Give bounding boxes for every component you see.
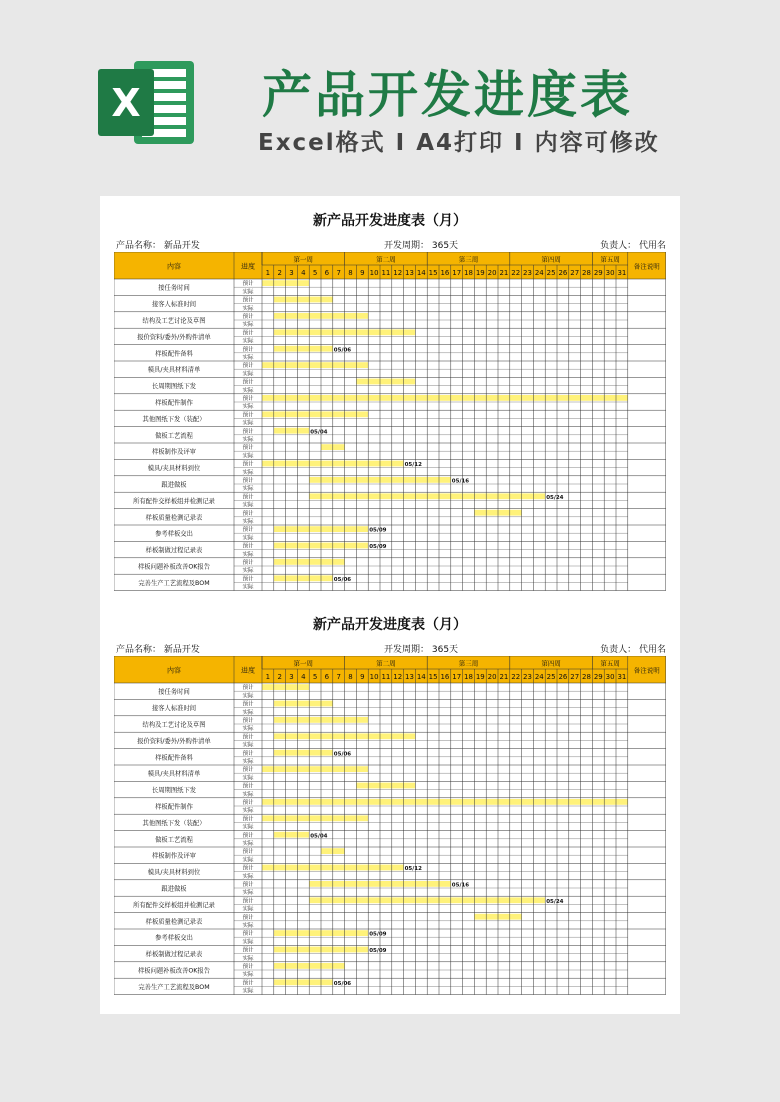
plan-label: 预计 [242, 849, 254, 856]
task-name: 样板问题补板改善OK报告 [137, 967, 211, 975]
day-label: 18 [464, 269, 473, 277]
plan-label: 预计 [242, 494, 254, 501]
gantt-bar [262, 799, 628, 805]
bar-end-date: 05/16 [451, 478, 470, 485]
gantt-bar [274, 832, 309, 838]
bar-end-date: 05/12 [404, 462, 422, 469]
day-label: 31 [617, 673, 627, 681]
day-label: 27 [570, 269, 580, 277]
task-name: 样板制作及评审 [151, 448, 197, 456]
task-name: 长周期图纸下发 [151, 383, 197, 391]
day-label: 13 [405, 673, 414, 681]
gantt-bar [262, 362, 368, 368]
day-label: 22 [511, 673, 521, 681]
actual-label: 实际 [242, 808, 254, 815]
day-label: 30 [605, 269, 615, 277]
gantt-bar [356, 379, 415, 385]
gantt-table [114, 656, 666, 1000]
col-note-header: 备注说明 [633, 666, 660, 675]
task-name: 参考样板交出 [155, 530, 193, 538]
plan-label: 预计 [242, 964, 254, 970]
day-label: 15 [428, 269, 438, 277]
day-label: 5 [312, 673, 318, 681]
actual-label: 实际 [242, 437, 254, 443]
week-label: 第四周 [541, 255, 561, 264]
day-label: 8 [348, 269, 353, 277]
day-label: 20 [487, 269, 497, 277]
day-label: 4 [301, 673, 306, 681]
actual-label: 实际 [242, 857, 254, 864]
gantt-bar [274, 346, 333, 352]
gantt-bar [262, 395, 628, 401]
task-name: 结构及工艺讨论及草图 [142, 721, 206, 729]
day-label: 16 [440, 673, 450, 681]
actual-label: 实际 [242, 841, 254, 847]
logo-letter: X [111, 81, 141, 125]
task-name: 跟进做板 [161, 481, 187, 489]
plan-label: 预计 [242, 346, 254, 353]
plan-label: 预计 [242, 461, 254, 468]
actual-label: 实际 [242, 568, 254, 575]
actual-label: 实际 [242, 759, 254, 765]
plan-label: 预计 [242, 816, 254, 823]
excel-logo-icon [96, 55, 196, 150]
day-label: 7 [336, 269, 341, 277]
day-label: 10 [369, 673, 379, 681]
day-label: 18 [464, 673, 473, 681]
gantt-bar [262, 815, 368, 821]
bar-end-date: 05/06 [333, 751, 352, 758]
plan-label: 预计 [242, 783, 254, 790]
plan-label: 预计 [242, 832, 254, 839]
task-name: 做板工艺流程 [155, 836, 193, 844]
gantt-bar [274, 575, 333, 581]
actual-label: 实际 [242, 824, 254, 831]
day-label: 6 [324, 269, 330, 277]
col-progress-header: 进度 [241, 666, 255, 675]
task-name: 报价资料/委外/外购件清单 [137, 333, 211, 341]
task-name: 结构及工艺讨论及草图 [142, 317, 206, 325]
actual-label: 实际 [242, 535, 254, 542]
plan-label: 预计 [242, 800, 254, 806]
gantt-bar [274, 750, 333, 756]
day-label: 29 [593, 673, 603, 681]
actual-label: 实际 [242, 972, 254, 979]
day-label: 25 [546, 673, 556, 681]
actual-label: 实际 [242, 742, 254, 749]
day-label: 17 [452, 673, 462, 681]
actual-label: 实际 [242, 355, 254, 361]
task-name: 跟进做板 [161, 885, 187, 893]
col-progress-header: 进度 [241, 262, 255, 271]
task-name: 模具/夹具材料到位 [147, 465, 201, 473]
plan-label: 预计 [242, 560, 254, 566]
day-label: 19 [475, 269, 485, 277]
actual-label: 实际 [242, 775, 254, 782]
gantt-bar [274, 297, 333, 303]
actual-label: 实际 [242, 420, 254, 427]
week-label: 第二周 [376, 255, 396, 264]
task-name: 接客人标准时间 [151, 705, 197, 713]
day-label: 22 [511, 269, 521, 277]
bar-end-date: 05/09 [369, 931, 387, 938]
bar-end-date: 05/06 [333, 980, 352, 987]
actual-label: 实际 [242, 939, 254, 946]
task-name: 样板配件备料 [155, 754, 193, 762]
promo-header [0, 0, 780, 190]
plan-label: 预计 [242, 718, 254, 724]
plan-label: 预计 [242, 412, 254, 419]
day-label: 2 [277, 269, 282, 277]
actual-label: 实际 [242, 693, 254, 700]
page-subtitle: Excel格式 I A4打印 I 内容可修改 [258, 130, 660, 156]
spreadsheet-page [100, 196, 680, 1014]
day-label: 20 [487, 673, 497, 681]
week-label: 第一周 [293, 255, 314, 264]
day-label: 31 [617, 269, 627, 277]
sheet-title: 新产品开发进度表（月） [313, 617, 467, 633]
bar-end-date: 05/04 [310, 833, 328, 840]
actual-label: 实际 [242, 338, 254, 345]
plan-label: 预计 [242, 914, 254, 921]
plan-label: 预计 [242, 750, 254, 757]
bar-end-date: 05/09 [369, 527, 387, 534]
plan-label: 预计 [242, 685, 254, 692]
day-label: 6 [324, 673, 330, 681]
dev-period: 开发周期： 365天 [384, 241, 459, 251]
task-name: 样板配件制作 [155, 803, 193, 811]
plan-label: 预计 [242, 576, 254, 583]
task-name: 接任务时间 [158, 688, 190, 696]
day-label: 23 [523, 269, 532, 277]
product-name: 产品名称： 新品开发 [116, 645, 200, 655]
day-label: 19 [475, 673, 485, 681]
day-label: 8 [348, 673, 353, 681]
gantt-bar [274, 979, 333, 985]
day-label: 17 [452, 269, 462, 277]
day-label: 23 [523, 673, 532, 681]
col-task-header: 内容 [167, 262, 181, 271]
task-name: 报价资料/委外/外购件清单 [137, 737, 211, 745]
actual-label: 实际 [242, 289, 254, 296]
task-name: 样板制做过程记录表 [145, 547, 203, 555]
task-name: 所有配件交样板组并检测记录 [133, 497, 215, 505]
day-label: 14 [416, 269, 426, 277]
task-name: 完善生产工艺流程及BOM [138, 983, 210, 991]
product-name: 产品名称： 新品开发 [116, 241, 200, 251]
bar-end-date: 05/09 [369, 948, 387, 955]
plan-label: 预计 [242, 363, 254, 370]
plan-label: 预计 [242, 898, 254, 905]
actual-label: 实际 [242, 469, 254, 476]
day-label: 1 [265, 673, 271, 681]
gantt-bar [262, 766, 368, 772]
day-label: 3 [289, 673, 294, 681]
task-name: 样板问题补板改善OK报告 [137, 563, 211, 571]
day-label: 28 [582, 269, 591, 277]
task-name: 接客人标准时间 [151, 301, 197, 309]
bar-end-date: 05/06 [333, 347, 352, 354]
actual-label: 实际 [242, 890, 254, 897]
plan-label: 预计 [242, 734, 254, 741]
day-label: 16 [440, 269, 450, 277]
task-name: 样板质量检测记录表 [145, 918, 203, 926]
actual-label: 实际 [242, 322, 254, 329]
schedule-block-2 [114, 614, 666, 1010]
day-label: 30 [605, 673, 615, 681]
plan-label: 预计 [242, 281, 254, 288]
task-name: 参考样板交出 [155, 934, 193, 942]
plan-label: 预计 [242, 445, 254, 452]
task-name: 完善生产工艺流程及BOM [138, 579, 210, 587]
day-label: 3 [289, 269, 294, 277]
day-label: 9 [360, 269, 365, 277]
day-label: 10 [369, 269, 379, 277]
plan-label: 预计 [242, 379, 254, 386]
week-label: 第五周 [600, 255, 620, 264]
actual-label: 实际 [242, 486, 254, 493]
bar-end-date: 05/24 [546, 494, 564, 501]
week-label: 第一周 [293, 659, 314, 668]
day-label: 9 [360, 673, 365, 681]
day-label: 24 [534, 269, 544, 277]
actual-label: 实际 [242, 791, 254, 798]
day-label: 29 [593, 269, 603, 277]
day-label: 5 [312, 269, 318, 277]
plan-label: 预计 [242, 478, 254, 484]
actual-label: 实际 [242, 305, 254, 312]
col-note-header: 备注说明 [633, 262, 660, 271]
task-name: 长周期图纸下发 [151, 787, 197, 795]
task-name: 接任务时间 [158, 284, 190, 292]
week-label: 第四周 [541, 659, 561, 668]
actual-label: 实际 [242, 709, 254, 716]
plan-label: 预计 [242, 314, 254, 320]
actual-label: 实际 [242, 955, 254, 962]
plan-label: 预计 [242, 510, 254, 517]
actual-label: 实际 [242, 502, 254, 509]
schedule-block-1 [114, 210, 666, 606]
day-label: 15 [428, 673, 438, 681]
actual-label: 实际 [242, 453, 254, 460]
plan-label: 预计 [242, 527, 254, 534]
day-label: 11 [381, 673, 391, 681]
day-label: 14 [416, 673, 426, 681]
task-name: 所有配件交样板组并检测记录 [133, 901, 215, 909]
task-name: 模具/夹具材料清单 [147, 770, 201, 778]
plan-label: 预计 [242, 396, 254, 402]
plan-label: 预计 [242, 882, 254, 888]
plan-label: 预计 [242, 543, 254, 550]
day-label: 21 [499, 269, 509, 277]
task-name: 其他图纸下发（装配） [142, 819, 206, 827]
actual-label: 实际 [242, 873, 254, 880]
day-label: 11 [381, 269, 391, 277]
day-label: 25 [546, 269, 556, 277]
task-name: 样板质量检测记录表 [145, 514, 203, 522]
day-label: 1 [265, 269, 271, 277]
page-title: 产品开发进度表 [262, 66, 633, 124]
bar-end-date: 05/12 [404, 866, 422, 873]
bar-end-date: 05/16 [451, 882, 470, 889]
week-label: 第二周 [376, 659, 396, 668]
actual-label: 实际 [242, 988, 254, 995]
day-label: 7 [336, 673, 341, 681]
actual-label: 实际 [242, 519, 254, 525]
day-label: 2 [277, 673, 282, 681]
bar-end-date: 05/09 [369, 544, 387, 551]
gantt-bar [274, 701, 333, 707]
day-label: 12 [393, 673, 403, 681]
day-label: 4 [301, 269, 306, 277]
actual-label: 实际 [242, 387, 254, 394]
actual-label: 实际 [242, 906, 254, 913]
actual-label: 实际 [242, 371, 254, 378]
dev-period: 开发周期： 365天 [384, 645, 459, 655]
day-label: 26 [558, 673, 568, 681]
sheet-title: 新产品开发进度表（月） [313, 213, 467, 229]
bar-end-date: 05/04 [310, 429, 328, 436]
day-label: 26 [558, 269, 568, 277]
plan-label: 预计 [242, 980, 254, 987]
day-label: 27 [570, 673, 580, 681]
day-label: 28 [582, 673, 591, 681]
plan-label: 预计 [242, 701, 254, 708]
actual-label: 实际 [242, 726, 254, 733]
day-label: 12 [393, 269, 403, 277]
owner: 负责人： 代用名 [600, 241, 666, 251]
task-name: 样板配件备料 [155, 350, 193, 358]
gantt-table [114, 252, 666, 596]
actual-label: 实际 [242, 404, 254, 411]
week-label: 第五周 [600, 659, 620, 668]
task-name: 模具/夹具材料到位 [147, 869, 201, 877]
task-name: 样板制作及评审 [151, 852, 197, 860]
week-label: 第三周 [458, 255, 479, 264]
col-task-header: 内容 [167, 666, 181, 675]
task-name: 做板工艺流程 [155, 432, 193, 440]
bar-end-date: 05/06 [333, 576, 352, 583]
plan-label: 预计 [242, 865, 254, 872]
actual-label: 实际 [242, 584, 254, 591]
gantt-bar [356, 783, 415, 789]
day-label: 13 [405, 269, 414, 277]
day-label: 24 [534, 673, 544, 681]
week-label: 第三周 [458, 659, 479, 668]
task-name: 模具/夹具材料清单 [147, 366, 201, 374]
task-name: 样板制做过程记录表 [145, 951, 203, 959]
plan-label: 预计 [242, 931, 254, 938]
gantt-bar [262, 411, 368, 417]
task-name: 其他图纸下发（装配） [142, 415, 206, 423]
plan-label: 预计 [242, 297, 254, 304]
actual-label: 实际 [242, 923, 254, 929]
plan-label: 预计 [242, 947, 254, 954]
owner: 负责人： 代用名 [600, 645, 666, 655]
day-label: 21 [499, 673, 509, 681]
task-name: 样板配件制作 [155, 399, 193, 407]
plan-label: 预计 [242, 767, 254, 774]
gantt-bar [274, 428, 309, 434]
actual-label: 实际 [242, 551, 254, 558]
bar-end-date: 05/24 [546, 898, 564, 905]
plan-label: 预计 [242, 330, 254, 337]
plan-label: 预计 [242, 428, 254, 435]
